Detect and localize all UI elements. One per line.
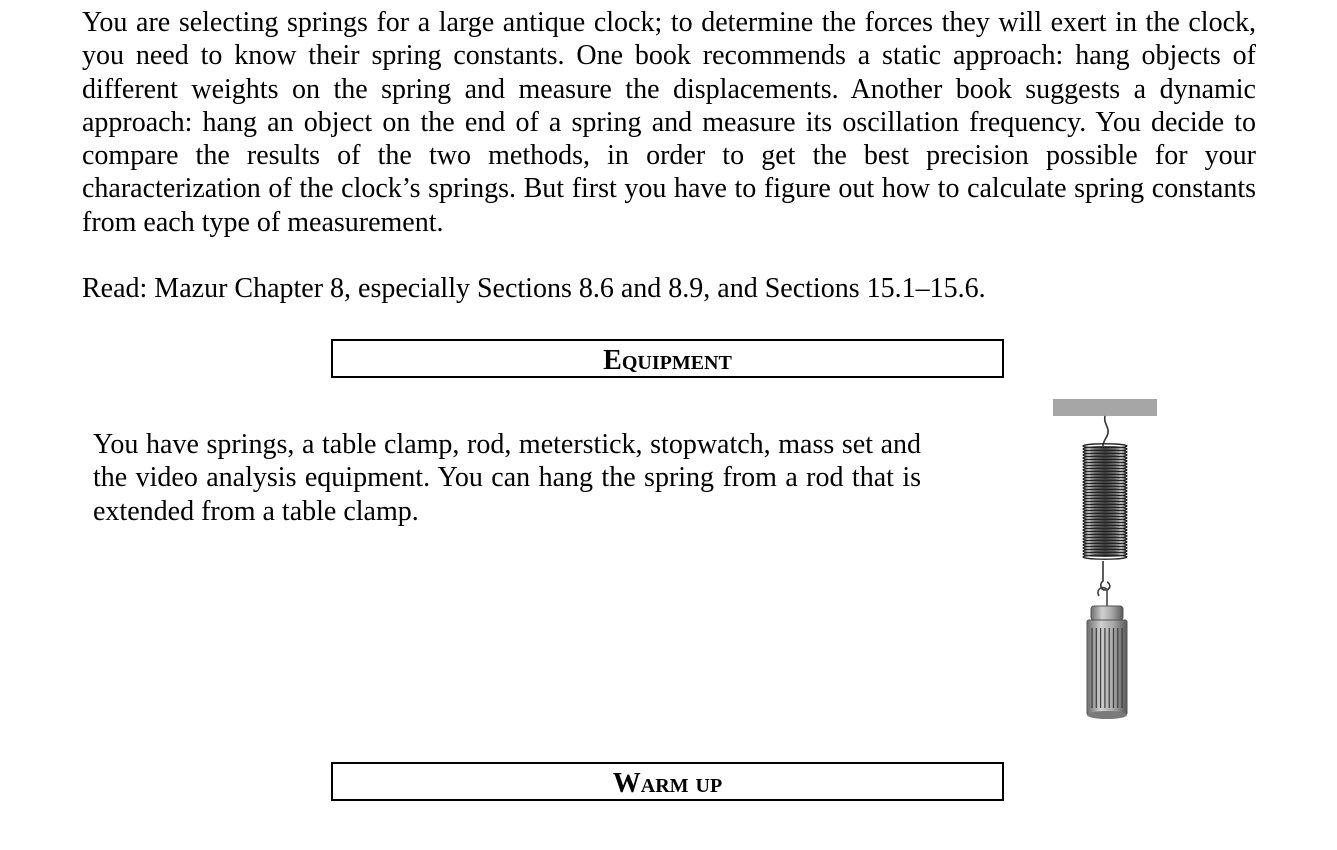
equipment-heading: Equipment [603,345,732,376]
top-hook [1103,416,1108,446]
spring-coil [1083,444,1127,559]
support-rod [1053,399,1157,416]
hanging-mass [1087,606,1127,719]
equipment-description: You have springs, a table clamp, rod, meterstick, stopwatch, mass set and the video analysis equipment. You can hang the spring from a rod that is extended from a table clamp. [93,429,921,527]
equipment-heading-box [331,339,1004,378]
reading-assignment: Read: Mazur Chapter 8, especially Sections 8.6 and 8.9, and Sections 15.1–15.6. [82,273,986,304]
warm-up-heading: Warm up [612,768,723,799]
spring-with-mass-illustration [1045,396,1165,726]
intro-paragraph: You are selecting springs for a large antique clock; to determine the forces they will exert in the clock, you need to know their spring constants. One book recommends a static approach: hang objects of different weights on the spring and measure the displacements. Another book suggests a dynamic approach: hang an object on the end of a spring and measure its oscillation frequency. You decide to compare the results of the two methods, in order to get the best precision possible for your characterization of the clock’s springs. But first you have to figure out how to calculate spring constants from each type of measurement. [82,7,1256,238]
bottom-hook [1101,561,1110,590]
warm-up-heading-box [331,762,1004,801]
